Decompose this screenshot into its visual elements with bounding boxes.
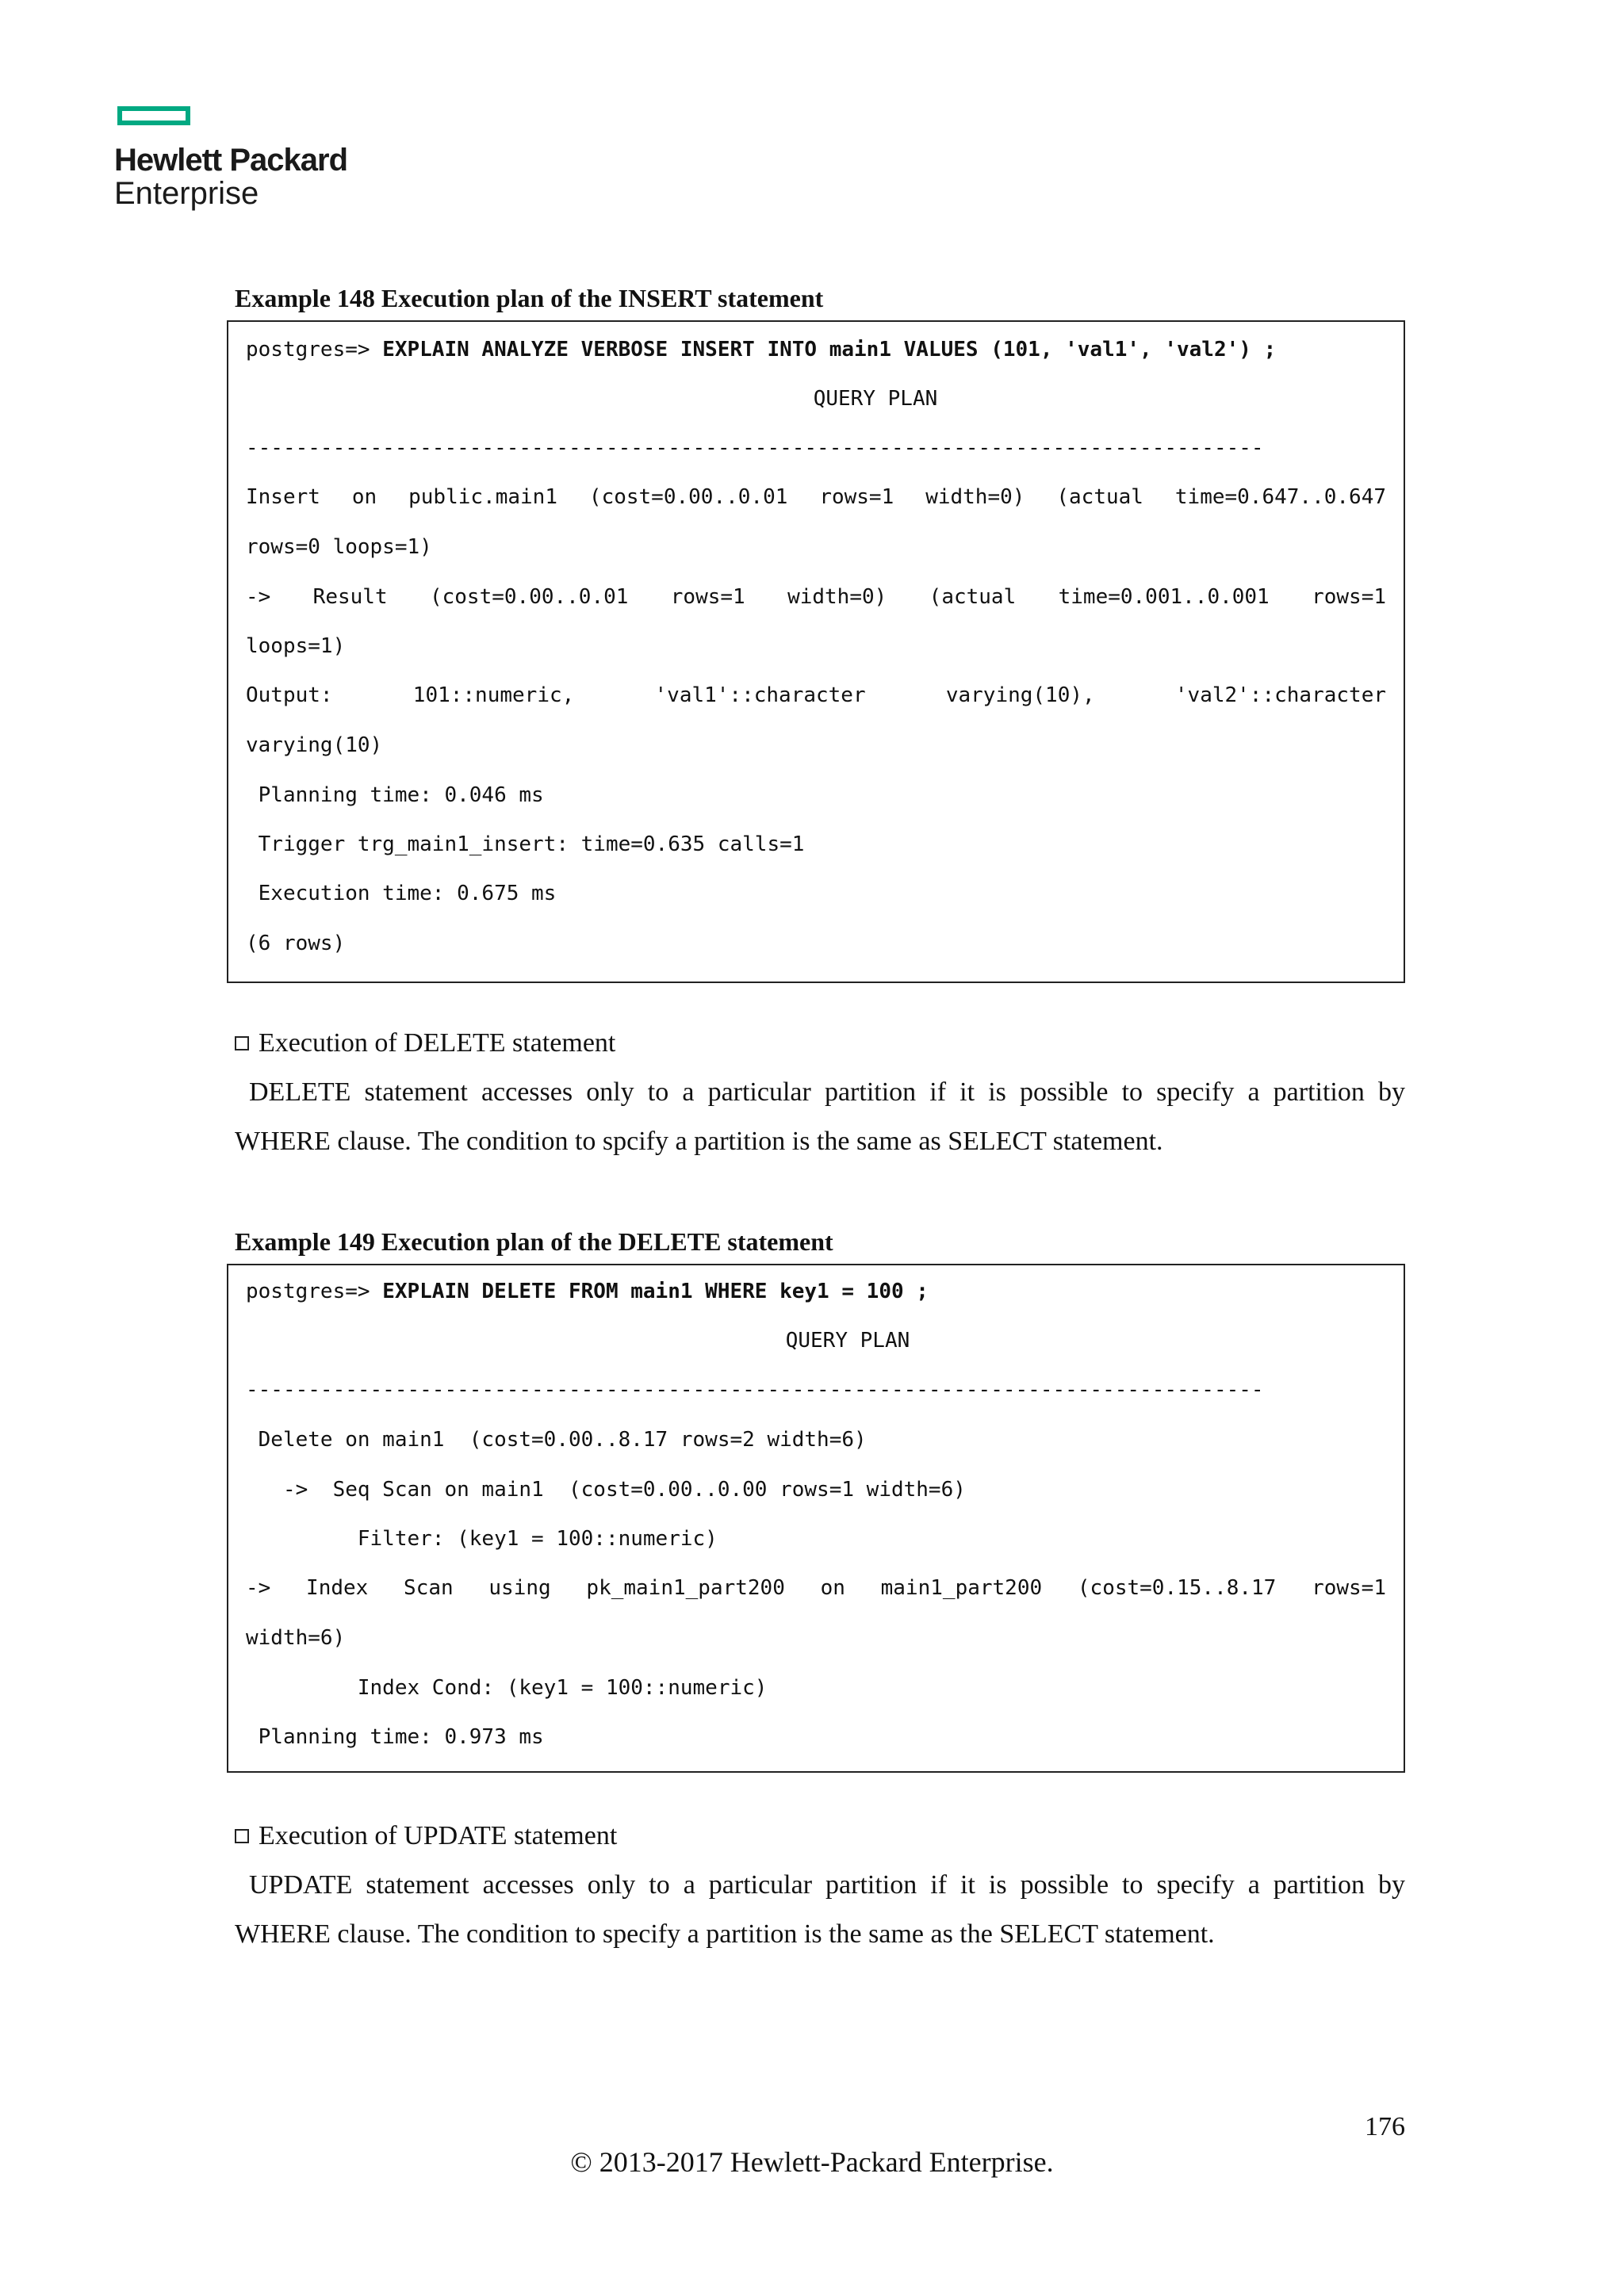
code-line: Execution time: 0.675 ms <box>246 882 557 905</box>
delete-section-heading: Execution of DELETE statement <box>235 1027 1405 1059</box>
page-number: 176 <box>1365 2112 1405 2141</box>
code-line: varying(10) <box>246 733 383 757</box>
checkbox-bullet-icon <box>235 1829 249 1843</box>
update-section-heading: Execution of UPDATE statement <box>235 1820 1405 1852</box>
example-148-code-box <box>227 320 1405 983</box>
code-line: -> Index Scan using pk_main1_part200 on main1_part200 (cost=0.15..8.17 rows=1 <box>246 1576 1386 1600</box>
code-line: (6 rows) <box>246 932 346 955</box>
code-separator: ---------------------------------------------------------------------------------- <box>246 1378 1264 1402</box>
logo-text-line1: Hewlett Packard <box>114 143 348 178</box>
logo-text-line2: Enterprise <box>114 176 259 211</box>
code-line: -> Seq Scan on main1 (cost=0.00..0.00 rows=1 width=6) <box>246 1478 966 1502</box>
delete-paragraph-line1: DELETE statement accesses only to a particular partition if it is possible to specify a partition by <box>249 1077 1405 1107</box>
code-line: width=6) <box>246 1626 346 1650</box>
checkbox-bullet-icon <box>235 1036 249 1050</box>
code-line: Insert on public.main1 (cost=0.00..0.01 rows=1 width=0) (actual time=0.647..0.647 <box>246 485 1386 509</box>
example-149-code-box <box>227 1264 1405 1773</box>
code-command-line <box>246 336 1276 363</box>
code-prompt: postgres=> <box>246 1280 383 1303</box>
query-plan-header: QUERY PLAN <box>785 1329 910 1353</box>
code-line: Planning time: 0.973 ms <box>246 1725 544 1749</box>
code-line: loops=1) <box>246 634 346 658</box>
code-line: Output: 101::numeric, 'val1'::character varying(10), 'val2'::character <box>246 683 1386 707</box>
update-paragraph-line2: WHERE clause. The condition to specify a partition is the same as the SELECT statement. <box>235 1919 1215 1949</box>
hpe-logo-element <box>117 106 190 125</box>
code-line: Planning time: 0.046 ms <box>246 783 544 807</box>
query-plan-header: QUERY PLAN <box>813 387 938 411</box>
code-line: rows=0 loops=1) <box>246 535 432 559</box>
example-149-caption: Example 149 Execution plan of the DELETE statement <box>235 1227 833 1256</box>
copyright-footer: © 2013-2017 Hewlett-Packard Enterprise. <box>570 2146 1054 2178</box>
update-paragraph-line1: UPDATE statement accesses only to a particular partition if it is possible to specify a partition by <box>249 1870 1405 1900</box>
code-line: Trigger trg_main1_insert: time=0.635 calls=1 <box>246 832 805 856</box>
code-prompt: postgres=> <box>246 338 383 362</box>
code-line: Index Cond: (key1 = 100::numeric) <box>246 1676 768 1700</box>
code-separator: ---------------------------------------------------------------------------------- <box>246 436 1264 460</box>
delete-paragraph-line2: WHERE clause. The condition to spcify a partition is the same as SELECT statement. <box>235 1127 1163 1156</box>
code-line: Delete on main1 (cost=0.00..8.17 rows=2 width=6) <box>246 1428 867 1452</box>
code-line: Filter: (key1 = 100::numeric) <box>246 1527 718 1551</box>
code-line: -> Result (cost=0.00..0.01 rows=1 width=0) (actual time=0.001..0.001 rows=1 <box>246 585 1386 609</box>
code-command-line <box>246 1278 929 1305</box>
example-148-caption: Example 148 Execution plan of the INSERT statement <box>235 284 824 312</box>
code-command: EXPLAIN DELETE FROM main1 WHERE key1 = 100 ; <box>382 1280 929 1303</box>
code-command: EXPLAIN ANALYZE VERBOSE INSERT INTO main1 VALUES (101, 'val1', 'val2') ; <box>382 338 1277 362</box>
